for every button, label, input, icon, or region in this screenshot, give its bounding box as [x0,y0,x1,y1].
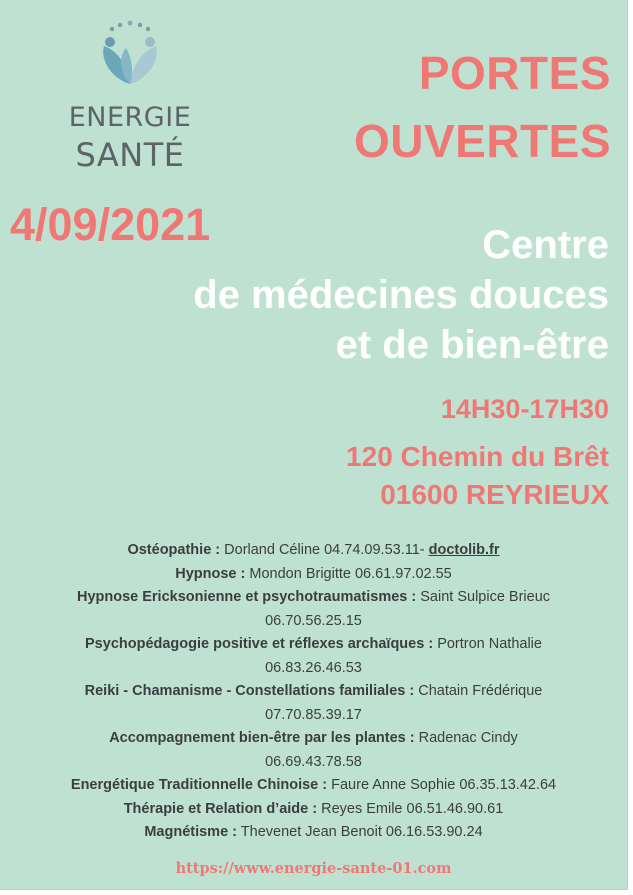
service-title: Accompagnement bien-être par les plantes : [109,730,415,746]
service-title: Hypnose Ericksonienne et psychotraumatismes : [76,589,417,605]
practitioner: Thevenet Jean Benoit 06.16.53.90.24 [240,824,483,840]
subtitle-line: et de bien-être [335,323,609,367]
service-item [0,727,627,774]
practitioner: Radenac Cindy [418,730,518,746]
service-item [0,798,627,822]
subtitle-line: Centre [482,223,609,267]
subtitle-line: de médecines douces [193,273,609,317]
practitioner: Saint Sulpice Brieuc [420,589,551,605]
logo-text-energie: ENERGIE [68,102,192,133]
doctolib-link[interactable]: doctolib.fr [428,542,500,558]
service-title: Thérapie et Relation d’aide : [123,800,318,817]
title-portes: PORTES [418,47,611,99]
practitioner: Reyes Emile 06.51.46.90.61 [321,800,504,817]
website-link[interactable]: https://www.energie-sante-01.com [175,860,452,877]
service-item [0,680,627,727]
practitioner-phone: 07.70.85.39.17 [265,706,362,723]
practitioner-phone: 06.69.43.78.58 [265,753,362,770]
logo-text-sante: SANTÉ [75,136,185,174]
address-city: 01600 REYRIEUX [380,479,609,510]
service-title: Psychopédagogie positive et réflexes archaïques : [85,636,434,652]
service-title: Magnétisme : [144,824,238,840]
service-item [0,539,627,563]
practitioner-phone: 06.83.26.46.53 [265,659,362,676]
service-title: Ostéopathie : [127,542,221,558]
service-title: Hypnose : [175,565,246,582]
service-item [0,563,627,587]
event-hours: 14H30-17H30 [440,394,609,424]
logo [60,18,200,178]
service-item [0,821,627,845]
service-item [0,633,627,680]
service-item [0,774,627,798]
address-street: 120 Chemin du Brêt [346,441,609,472]
service-item [0,586,627,633]
leaf-people-logo-icon [90,18,170,98]
practitioner: Mondon Brigitte 06.61.97.02.55 [249,565,452,582]
practitioner: Faure Anne Sophie 06.35.13.42.64 [331,777,557,793]
event-date: 4/09/2021 [10,199,211,250]
practitioner-phone: 06.70.56.25.15 [265,612,362,629]
title-ouvertes: OUVERTES [353,115,611,167]
practitioner: Dorland Céline 04.74.09.53.11- [224,542,429,558]
practitioner: Portron Nathalie [437,636,542,652]
service-title: Reiki - Chamanisme - Constellations familiales : [84,683,415,699]
services-list [0,539,627,845]
service-title: Energétique Traditionnelle Chinoise : [70,777,328,793]
practitioner: Chatain Frédérique [418,683,543,699]
subtitle [193,220,609,370]
